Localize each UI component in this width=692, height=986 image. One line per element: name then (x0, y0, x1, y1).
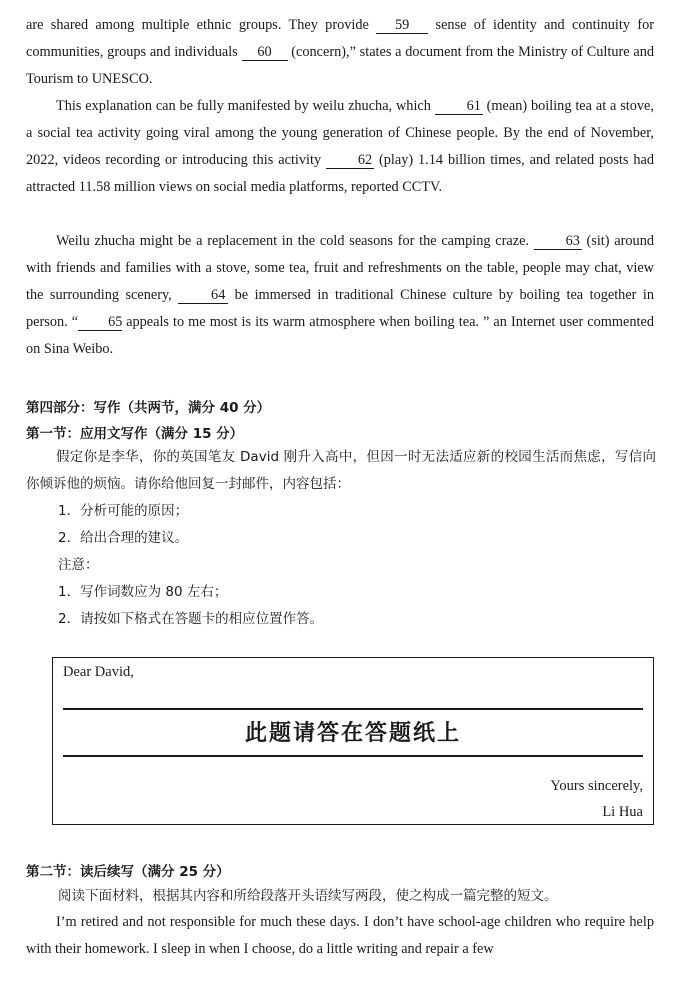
blank-64[interactable]: 64 (178, 288, 228, 304)
passage-text: are shared among multiple ethnic groups. They provide (26, 17, 377, 33)
writing-prompt: 假定你是李华，你的英国笔友 David 刚升入高中，但因一时无法适应新的校园生活而焦虑，写信向你倾诉他的烦恼。请你给他回复一封邮件，内容包括： (26, 449, 656, 492)
letter-closing: Yours sincerely, (550, 778, 643, 794)
blank-61[interactable]: 61 (435, 99, 483, 115)
passage-paragraph-2 (26, 93, 654, 201)
passage-text: This explanation can be fully manifested by weilu zhucha, which (56, 98, 435, 114)
prompt-point-2: 2．给出合理的建议。 (58, 530, 189, 546)
blank-62[interactable]: 62 (326, 153, 374, 169)
passage-text: (concern),” states a document from the Ministry of Culture and Tourism to UNESCO. (26, 44, 654, 87)
prompt-point-1: 1．分析可能的原因； (58, 503, 189, 519)
blank-65[interactable]: 65 (78, 315, 122, 331)
blank-60[interactable]: 60 (242, 45, 288, 61)
letter-format-box (52, 657, 654, 825)
passage-paragraph-1 (26, 12, 654, 93)
section-one-title: 第一节：应用文写作（满分 15 分） (26, 426, 244, 442)
passage-paragraph-3 (26, 228, 654, 363)
story-paragraph: I’m retired and not responsible for much these days. I don’t have school-age children who require help with their homework. I sleep in when I choose, do a little writing and repair a few (26, 914, 654, 957)
rule-line-bottom (63, 755, 643, 757)
passage-text: sense of identity and continuity for communities, groups and individuals (26, 17, 655, 60)
passage-text: (mean) boiling tea at a stove, a social tea activity going viral among the young generation of Chinese people. By the end of November, 2022, videos recording or introducing this activity (26, 98, 654, 168)
section-two-title: 第二节：读后续写（满分 25 分） (26, 864, 230, 880)
continuation-instruction: 阅读下面材料，根据其内容和所给段落开头语续写两段，使之构成一篇完整的短文。 (58, 888, 558, 904)
letter-signature: Li Hua (602, 804, 643, 820)
passage-text: Weilu zhucha might be a replacement in the cold seasons for the camping craze. (56, 233, 534, 249)
part-four-title: 第四部分：写作（共两节，满分 40 分） (26, 400, 271, 416)
answer-sheet-notice: 此题请答在答题纸上 (244, 721, 461, 746)
passage-text: be immersed in traditional Chinese culture by boiling tea together in person. “ (26, 287, 654, 330)
note-1: 1．写作词数应为 80 左右； (58, 584, 228, 600)
blank-59[interactable]: 59 (376, 18, 428, 34)
note-2: 2．请按如下格式在答题卡的相应位置作答。 (58, 611, 324, 627)
letter-greeting: Dear David, (63, 664, 134, 680)
blank-63[interactable]: 63 (534, 234, 582, 250)
passage-text: (sit) around with friends and families with a stove, some tea, fruit and refreshments on the table, people may chat, view the surrounding scenery, (26, 233, 654, 303)
passage-text: (play) 1.14 billion times, and related posts had attracted 11.58 million views on social media platforms, reported CCTV. (26, 152, 654, 195)
rule-line-top (63, 708, 643, 710)
passage-text: appeals to me most is its warm atmosphere when boiling tea. ” an Internet user commented on Sina Weibo. (26, 314, 654, 357)
note-label: 注意： (58, 557, 99, 573)
